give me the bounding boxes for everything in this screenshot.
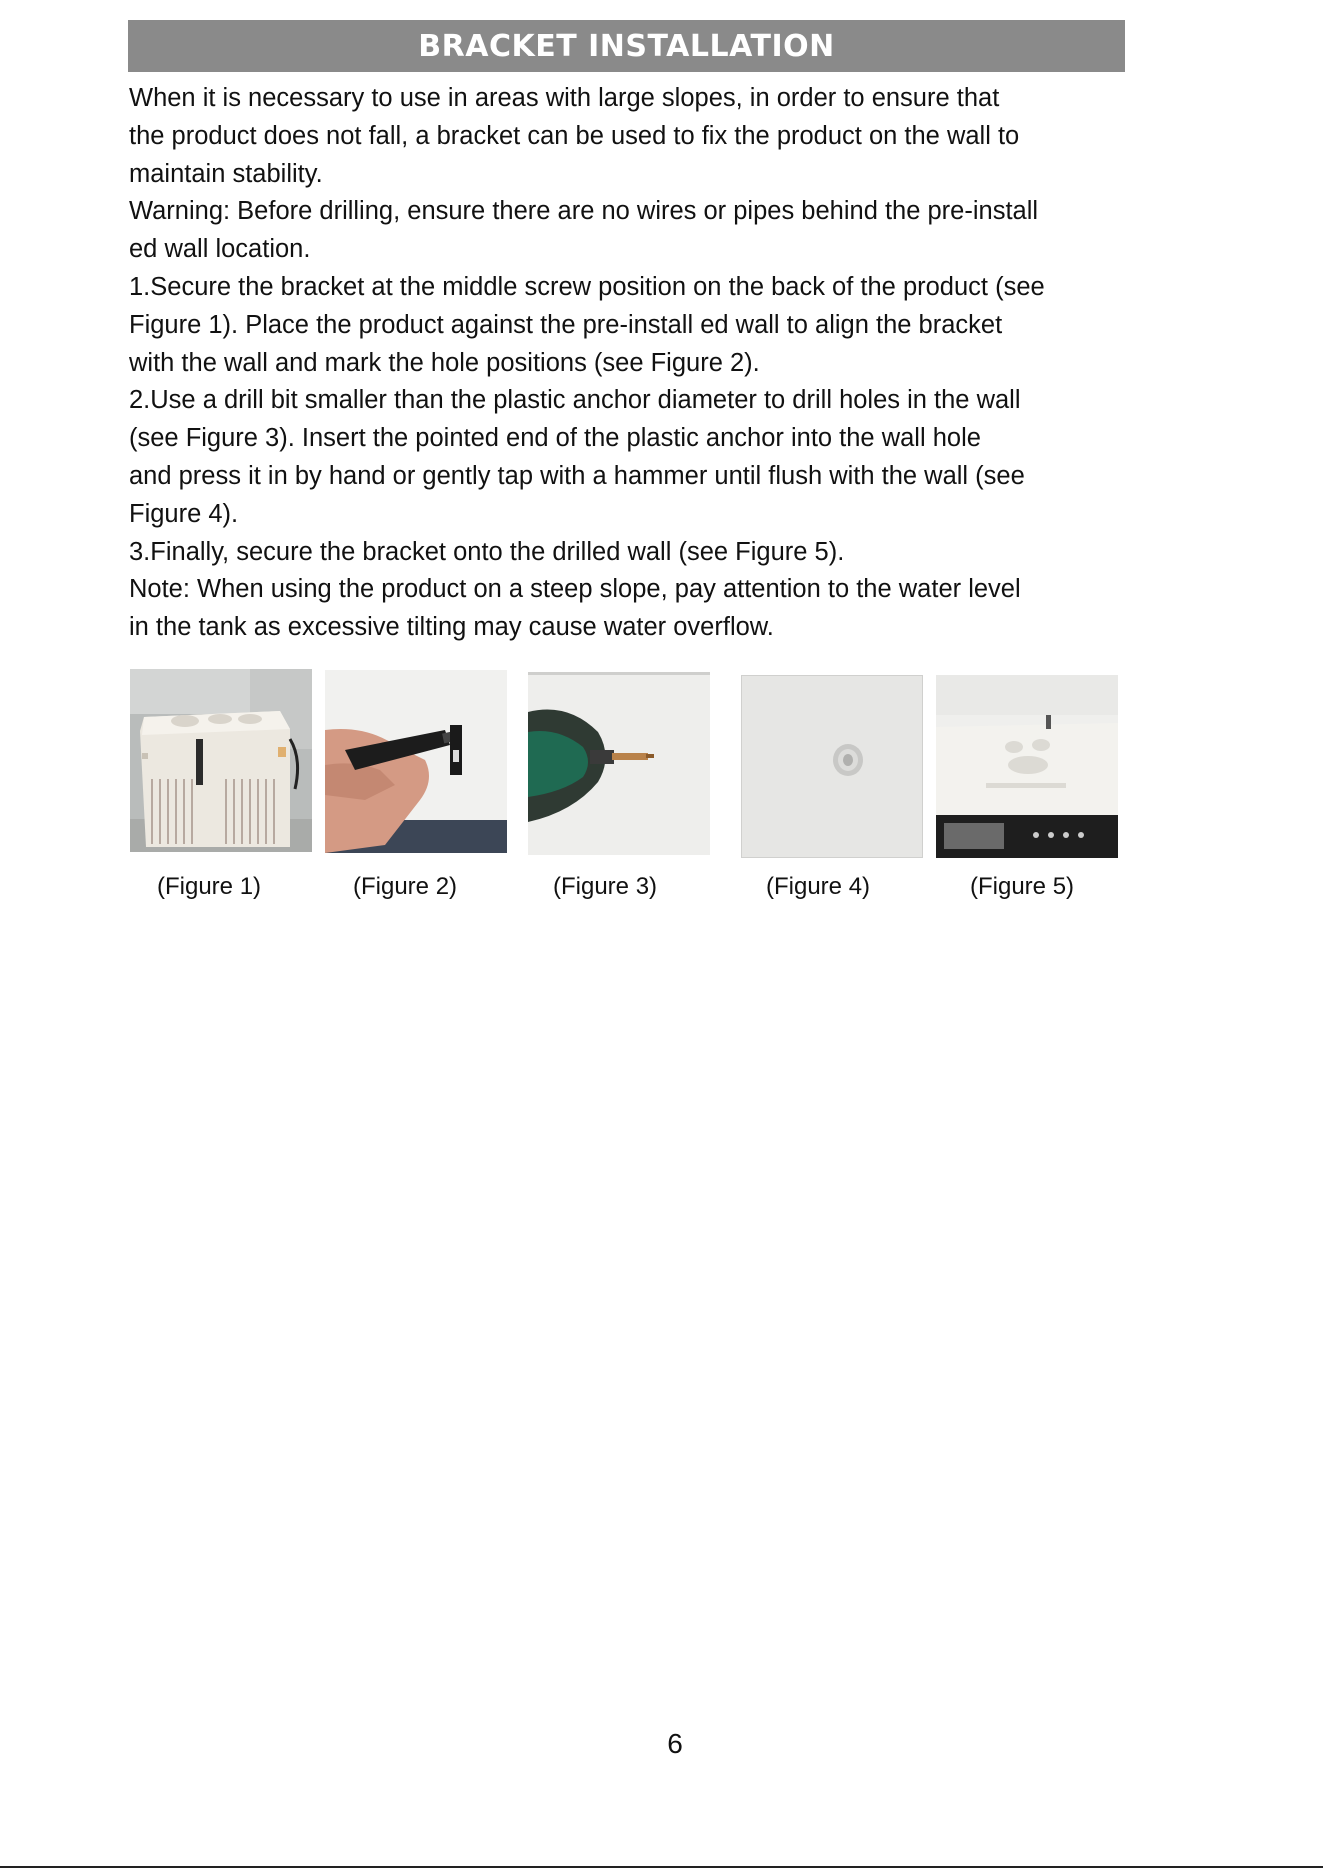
text-line: Warning: Before drilling, ensure there are no wires or pipes behind the pre-install <box>129 197 1039 226</box>
page-number: 6 <box>667 1728 683 1759</box>
figure-5-caption: (Figure 5) <box>970 873 1075 900</box>
text-line: with the wall and mark the hole positions (see Figure 2). <box>129 348 760 377</box>
bottom-divider <box>0 1866 1323 1868</box>
figure-1-caption: (Figure 1) <box>157 873 262 900</box>
text-line: maintain stability. <box>129 159 323 188</box>
figure-3-caption: (Figure 3) <box>553 873 658 900</box>
figure-2-image <box>325 670 507 853</box>
text-line: When it is necessary to use in areas with large slopes, in order to ensure that <box>129 84 1000 112</box>
section-title-bar <box>128 20 1125 72</box>
text-line: Figure 4). <box>129 499 239 528</box>
text-line: and press it in by hand or gently tap with a hammer until flush with the wall (see <box>129 461 1025 490</box>
text-line: 3.Finally, secure the bracket onto the drilled wall (see Figure 5). <box>129 537 845 566</box>
figure-1-image <box>130 669 312 852</box>
section-title: BRACKET INSTALLATION <box>418 28 835 64</box>
text-line: ed wall location. <box>129 235 311 264</box>
text-line: (see Figure 3). Insert the pointed end of the plastic anchor into the wall hole <box>129 424 981 453</box>
figure-3-image <box>528 672 710 855</box>
figure-2-caption: (Figure 2) <box>353 873 458 900</box>
text-line: Note: When using the product on a steep slope, pay attention to the water level <box>129 575 1021 604</box>
instructions-text <box>129 80 1149 647</box>
text-line: 2.Use a drill bit smaller than the plastic anchor diameter to drill holes in the wall <box>129 386 1021 415</box>
text-line: in the tank as excessive tilting may cause water overflow. <box>129 613 774 642</box>
figure-4-image <box>741 675 923 858</box>
figure-5-image <box>936 675 1118 858</box>
text-line: 1.Secure the bracket at the middle screw position on the back of the product (see <box>129 272 1045 301</box>
text-line: the product does not fall, a bracket can be used to fix the product on the wall to <box>129 121 1020 150</box>
text-line: Figure 1). Place the product against the pre-install ed wall to align the bracket <box>129 310 1003 339</box>
figure-4-caption: (Figure 4) <box>766 873 871 900</box>
